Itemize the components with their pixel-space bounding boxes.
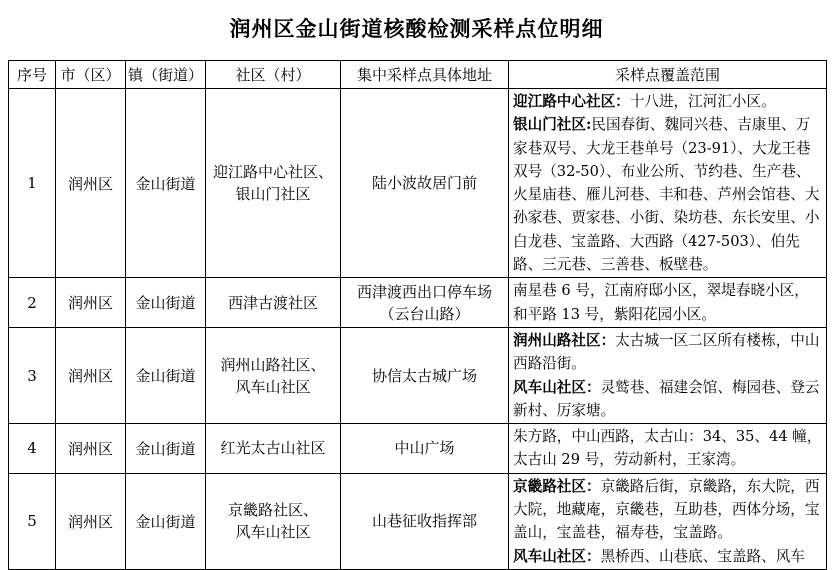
- coverage-paragraph: [513, 90, 823, 113]
- header-coverage: 采样点覆盖范围: [509, 61, 827, 89]
- coverage-paragraph: [513, 425, 823, 472]
- coverage-community-label: 风车山社区：: [513, 547, 601, 565]
- address-line: 西津渡西出口停车场: [356, 282, 492, 301]
- cell-community: [206, 424, 341, 474]
- cell-no: 4: [9, 424, 56, 474]
- coverage-paragraph: [513, 113, 823, 276]
- coverage-paragraph: [513, 279, 823, 326]
- cell-community: [206, 473, 341, 569]
- cell-address: [341, 327, 509, 423]
- cell-city: 润州区: [56, 424, 126, 474]
- cell-no: 1: [9, 89, 56, 278]
- coverage-community-label: 迎江路中心社区：: [513, 93, 630, 110]
- cell-town: 金山街道: [126, 278, 206, 328]
- cell-city: 润州区: [56, 89, 126, 278]
- cell-address: [341, 278, 509, 328]
- cell-coverage: [509, 278, 827, 328]
- cell-address: [341, 473, 509, 569]
- table-row: [9, 89, 827, 278]
- cell-no: 5: [9, 473, 56, 569]
- coverage-paragraph: [513, 475, 823, 545]
- coverage-community-label: 京畿路社区：: [513, 477, 601, 495]
- coverage-paragraph: [513, 329, 823, 376]
- table-row: [9, 473, 827, 569]
- coverage-paragraph: [513, 545, 823, 568]
- cell-community: [206, 89, 341, 278]
- coverage-text: 南星巷 6 号，江南府邸小区，翠堤春晓小区，和平路 13 号，紫阳花园小区。: [513, 282, 809, 323]
- coverage-text: 京畿路后街，京畿路，东大院，西大院，地藏庵，京畿巷，互助巷，西体分场，宝盖山，宝盖巷，福寿巷，宝盖路。: [513, 477, 820, 542]
- cell-community: [206, 278, 341, 328]
- cell-community: [206, 327, 341, 423]
- address-line: 陆小波故居门前: [371, 174, 477, 193]
- coverage-community-label: 风车山社区：: [513, 378, 601, 396]
- cell-address: [341, 89, 509, 278]
- cell-no: 3: [9, 327, 56, 423]
- cell-town: 金山街道: [126, 473, 206, 569]
- cell-coverage: [509, 89, 827, 278]
- table-row: [9, 327, 827, 423]
- cell-city: 润州区: [56, 473, 126, 569]
- header-row: [9, 61, 827, 89]
- header-address: 集中采样点具体地址: [341, 61, 509, 89]
- community-line: 迎江路中心社区、: [212, 163, 333, 182]
- cell-town: 金山街道: [126, 424, 206, 474]
- cell-city: 润州区: [56, 278, 126, 328]
- address-line: 协信太古城广场: [371, 366, 477, 385]
- header-no: 序号: [9, 61, 56, 89]
- coverage-text: 灵鹫巷、福建会馆、梅园巷、登云新村、厉家塘。: [513, 378, 820, 419]
- cell-no: 2: [9, 278, 56, 328]
- address-line: 山巷征收指挥部: [371, 512, 477, 531]
- coverage-community-label: 银山门社区:: [513, 116, 592, 134]
- address-line: 中山广场: [394, 439, 455, 458]
- cell-coverage: [509, 424, 827, 474]
- address-line: （云台山路）: [379, 304, 470, 323]
- coverage-paragraph: [513, 376, 823, 423]
- header-town: 镇（街道）: [126, 61, 206, 89]
- coverage-text: 民国春街、魏同兴巷、吉康里、万家巷双号、大龙王巷单号（23-91）、大龙王巷双号（32-50）、布业公所、节约巷、生产巷、火星庙巷、雁儿河巷、丰和巷、芦州会馆巷、大孙家巷、贾家巷、小街、染坊巷、东长安里、小白龙巷、宝盖路、大西路（427-503）、伯先路、三元巷、三善巷、板壁巷。: [513, 116, 820, 274]
- table-row: [9, 424, 827, 474]
- coverage-text: 十八进，江河汇小区。: [629, 93, 776, 110]
- community-line: 京畿路社区、: [227, 501, 318, 520]
- header-community: 社区（村）: [206, 61, 341, 89]
- cell-town: 金山街道: [126, 89, 206, 278]
- cell-city: 润州区: [56, 327, 126, 423]
- coverage-text: 朱方路，中山西路，太古山：34、35、44 幢，太古山 29 号，劳动新村，王家湾。: [513, 428, 822, 469]
- table-row: [9, 278, 827, 328]
- header-city: 市（区）: [56, 61, 126, 89]
- community-line: 红光太古山社区: [220, 439, 326, 458]
- coverage-text: 黑桥西、山巷底、宝盖路、风车: [600, 547, 805, 565]
- community-line: 风车山社区: [235, 523, 311, 542]
- cell-address: [341, 424, 509, 474]
- community-line: 润州山路社区、: [220, 355, 326, 374]
- community-line: 风车山社区: [235, 377, 311, 396]
- sampling-table: [8, 60, 827, 570]
- page-title: 润州区金山街道核酸检测采样点位明细: [229, 16, 604, 41]
- coverage-text: 太古城一区二区所有楼栋，中山西路沿街。: [513, 331, 820, 373]
- cell-coverage: [509, 327, 827, 423]
- community-line: 西津古渡社区: [227, 293, 318, 312]
- cell-coverage: [509, 473, 827, 569]
- cell-town: 金山街道: [126, 327, 206, 423]
- community-line: 银山门社区: [235, 185, 311, 204]
- coverage-community-label: 润州山路社区：: [513, 331, 616, 349]
